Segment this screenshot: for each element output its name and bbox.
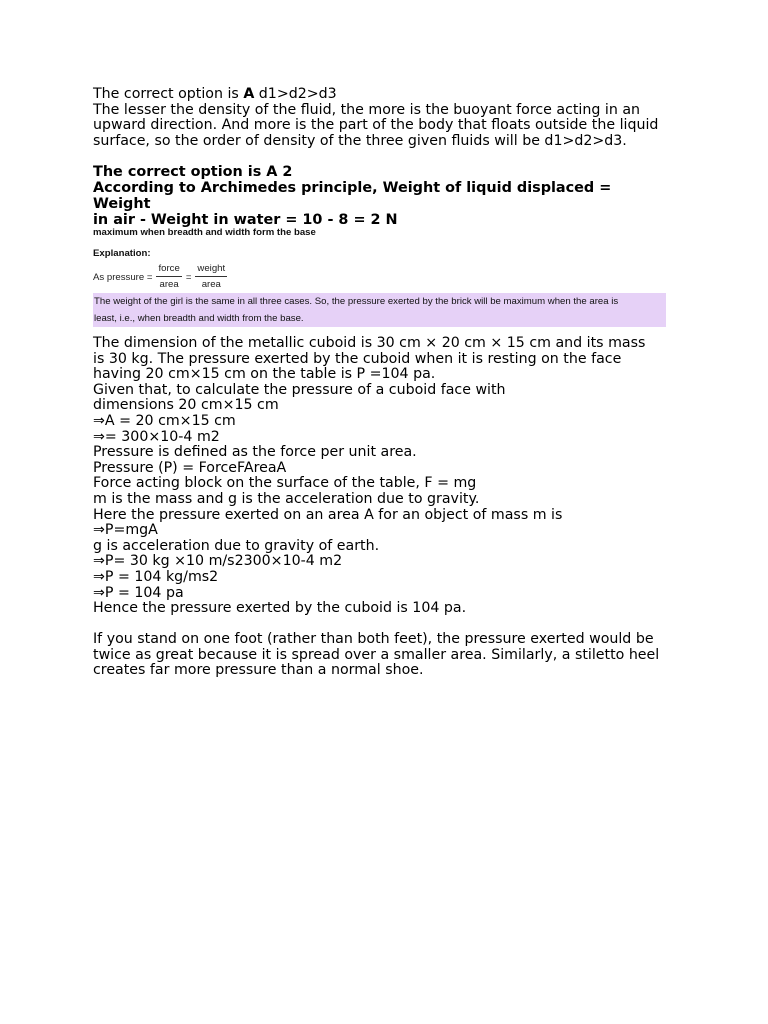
denominator: area bbox=[201, 279, 221, 290]
numerator: weight bbox=[195, 263, 227, 277]
solution-line: Pressure is defined as the force per unit area. bbox=[93, 444, 417, 461]
solution-line: Given that, to calculate the pressure of a cuboid face with bbox=[93, 381, 506, 398]
option-letter: A bbox=[243, 86, 255, 102]
solution-line: The dimension of the metallic cuboid is 30 cm × 20 cm × 15 cm and its mass bbox=[93, 335, 646, 351]
solution-line: Hence the pressure exerted by the cuboid is 104 pa. bbox=[93, 600, 467, 617]
solution-line: g is acceleration due to gravity of earth. bbox=[93, 537, 380, 554]
denominator: area bbox=[159, 279, 179, 290]
explanation-line: upward direction. And more is the part of the body that floats outside the liquid bbox=[93, 117, 659, 134]
solution-line: is 30 kg. The pressure exerted by the cuboid when it is resting on the face bbox=[93, 350, 622, 367]
paragraph-gap bbox=[93, 617, 673, 633]
answer-archimedes bbox=[93, 164, 673, 228]
numerator: force bbox=[156, 263, 181, 277]
solution-line: Here the pressure exerted on an area A for an object of mass m is bbox=[93, 506, 563, 523]
fraction-weight-area bbox=[195, 263, 227, 291]
explanation-label: Explanation: bbox=[93, 248, 151, 259]
answer-density bbox=[93, 87, 673, 149]
answer-cuboid-pressure bbox=[93, 336, 673, 679]
image-caption: maximum when breadth and width form the base bbox=[93, 227, 316, 238]
highlighted-text bbox=[93, 293, 666, 327]
bold-line: According to Archimedes principle, Weight of liquid displaced = Weight bbox=[93, 180, 612, 212]
paragraph-line: twice as great because it is spread over a smaller area. Similarly, a stiletto heel bbox=[93, 646, 660, 663]
explanation-line: The lesser the density of the fluid, the more is the buoyant force acting in an bbox=[93, 101, 641, 118]
option-value: d1>d2>d3 bbox=[254, 86, 337, 102]
solution-line: ⇒A = 20 cm×15 cm bbox=[93, 412, 236, 429]
paragraph-line: If you stand on one foot (rather than both feet), the pressure exerted would be bbox=[93, 631, 654, 648]
option-prefix: The correct option is bbox=[93, 86, 244, 102]
paragraph-line: creates far more pressure than a normal shoe. bbox=[93, 662, 424, 679]
highlight-line: least, i.e., when breadth and width from the base. bbox=[94, 313, 304, 324]
solution-line: Force acting block on the surface of the table, F = mg bbox=[93, 475, 477, 492]
solution-line: ⇒P = 104 pa bbox=[93, 584, 184, 601]
pressure-formula bbox=[93, 263, 668, 291]
bold-line: The correct option is A 2 bbox=[93, 164, 293, 180]
solution-line: ⇒P = 104 kg/ms2 bbox=[93, 568, 219, 585]
highlight-line: The weight of the girl is the same in all three cases. So, the pressure exerted by the brick will be maximum when the area is bbox=[94, 296, 619, 307]
solution-line: m is the mass and g is the acceleration due to gravity. bbox=[93, 490, 480, 507]
bold-line: in air - Weight in water = 10 - 8 = 2 N bbox=[93, 212, 398, 228]
solution-line: having 20 cm×15 cm on the table is P =104 pa. bbox=[93, 366, 436, 383]
equals-sign: = bbox=[185, 271, 192, 283]
solution-line: ⇒P= 30 kg ×10 m/s2300×10-4 m2 bbox=[93, 553, 343, 570]
embedded-explanation-image bbox=[93, 227, 668, 327]
solution-line: dimensions 20 cm×15 cm bbox=[93, 397, 279, 414]
solution-line: ⇒= 300×10-4 m2 bbox=[93, 428, 220, 445]
solution-line: Pressure (P) = ForceFAreaA bbox=[93, 459, 287, 476]
formula-prefix: As pressure = bbox=[93, 271, 153, 283]
solution-line: ⇒P=mgA bbox=[93, 522, 158, 539]
option-line bbox=[93, 87, 673, 103]
fraction-force-area bbox=[156, 263, 181, 291]
explanation-line: surface, so the order of density of the three given fluids will be d1>d2>d3. bbox=[93, 132, 627, 149]
